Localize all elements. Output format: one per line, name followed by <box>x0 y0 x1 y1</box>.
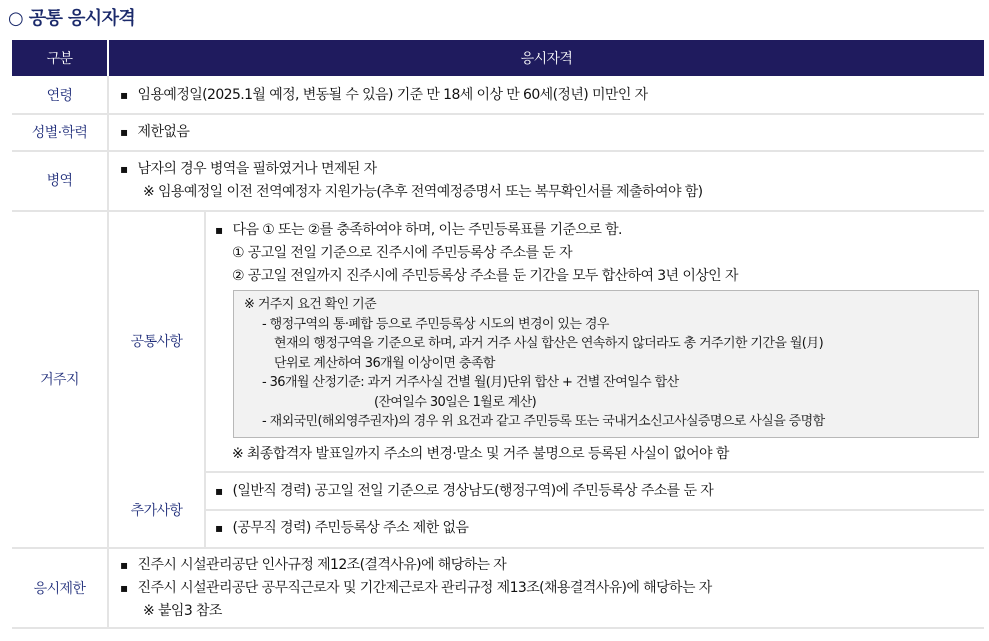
divider <box>12 113 984 115</box>
additional-text-2: ▪ (공무직 경력) 주민등록상 주소 제한 없음 <box>215 516 468 540</box>
common-note: ※ 최종합격자 발표일까지 주소의 변경·말소 및 거주 불명으로 등록된 사실이 없어야 함 <box>232 446 729 462</box>
restriction-note: ※ 붙임3 참조 <box>143 603 222 619</box>
row-label-residence: 거주지 <box>40 372 79 388</box>
sub-label-additional: 추가사항 <box>130 503 183 519</box>
military-text: ▪ 남자의 경우 병역을 필하였거나 면제된 자 <box>120 157 377 181</box>
divider <box>12 627 984 629</box>
divider <box>205 471 984 473</box>
row-label-age: 연령 <box>46 87 73 104</box>
residence-criteria-box <box>233 290 979 438</box>
section-title: ○ 공통 응시자격 <box>8 8 136 29</box>
age-text: ▪ 임용예정일(2025.1월 예정, 변동될 수 있음) 기준 만 18세 이상 만 60세(정년) 미만인 자 <box>120 83 648 107</box>
box-line: - 행정구역의 통·폐합 등으로 주민등록상 시도의 변경이 있는 경우 <box>262 316 609 332</box>
divider <box>12 150 984 152</box>
divider <box>12 547 984 549</box>
row-label-military: 병역 <box>46 173 73 189</box>
restriction-text-2: ▪ 진주시 시설관리공단 공무직근로자 및 기간제근로자 관리규정 제13조(채용결격사유)에 해당하는 자 <box>120 576 712 600</box>
common-option-1: ① 공고일 전일 기준으로 진주시에 주민등록상 주소를 둔 자 <box>232 245 573 261</box>
row-label-restriction: 응시제한 <box>33 581 86 597</box>
box-line: - 재외국민(해외영주권자)의 경우 위 요건과 같고 주민등록 또는 국내거소신고사실증명으로 사실을 증명함 <box>262 414 825 429</box>
box-line: (잔여일수 30일은 1월로 계산) <box>374 394 537 410</box>
box-title: ※ 거주지 요건 확인 기준 <box>244 297 377 312</box>
box-line: 현재의 행정구역을 기준으로 하며, 과거 거주 사실 합산은 연속하지 않더라도 총 거주기한 기간을 월(月) <box>274 336 824 351</box>
common-text: ▪ 다음 ① 또는 ②를 충족하여야 하며, 이는 주민등록표를 기준으로 함. <box>215 218 622 242</box>
military-note: ※ 임용예정일 이전 전역예정자 지원가능(추후 전역예정증명서 또는 복무확인서를 제출하여야 함) <box>143 184 703 200</box>
header-category: 구분 <box>12 40 107 76</box>
additional-text-1: ▪ (일반직 경력) 공고일 전일 기준으로 경상남도(행정구역)에 주민등록상 주소를 둔 자 <box>215 479 713 503</box>
common-option-2: ② 공고일 전일까지 진주시에 주민등록상 주소를 둔 기간을 모두 합산하여 3년 이상인 자 <box>232 268 738 284</box>
restriction-text-1: ▪ 진주시 시설관리공단 인사규정 제12조(결격사유)에 해당하는 자 <box>120 553 506 577</box>
divider <box>205 509 984 511</box>
box-line: 단위로 계산하여 36개월 이상이면 충족함 <box>274 355 495 371</box>
sub-label-common: 공통사항 <box>130 334 183 350</box>
row-label-gender-education: 성별·학력 <box>31 124 88 141</box>
divider <box>204 211 206 548</box>
gender-text: ▪ 제한없음 <box>120 120 189 144</box>
box-line: - 36개월 산정기준: 과거 거주사실 건별 월(月)단위 합산 + 건별 잔여일수 합산 <box>262 375 679 390</box>
header-qualification: 응시자격 <box>109 40 984 76</box>
